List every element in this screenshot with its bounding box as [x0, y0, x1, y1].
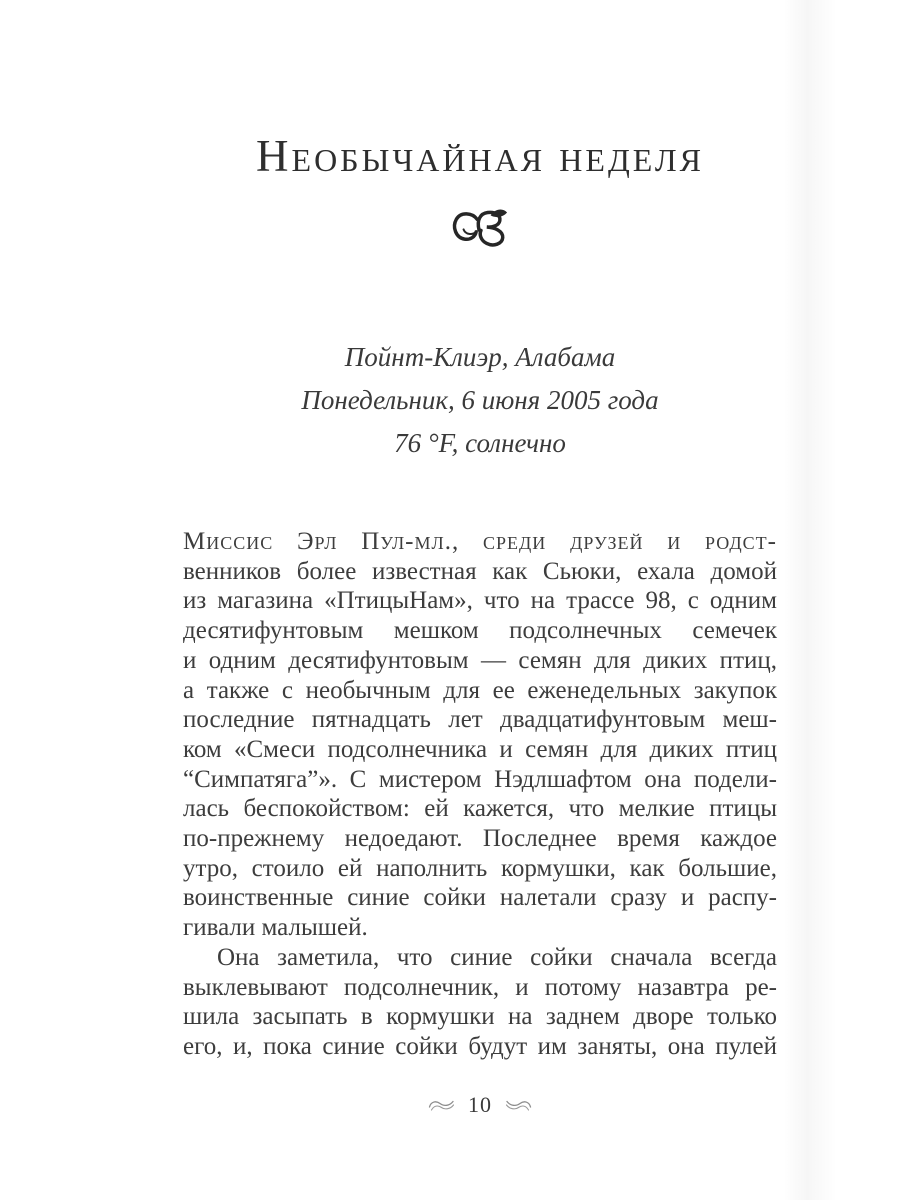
body-line: шила засыпать в кормушки на заднем дворе только — [183, 1003, 777, 1031]
body-line: ком «Смеси подсолнечника и семян для диких птиц — [183, 735, 777, 763]
page-footer — [183, 1092, 777, 1118]
chapter-title: Необычайная неделя — [256, 131, 704, 181]
body-line: воинственные синие сойки налетали сразу и распу- — [183, 884, 777, 912]
body-line: венников более известная как Сьюки, ехала домой — [183, 557, 777, 585]
swash-right-icon — [505, 1098, 532, 1113]
body-text — [183, 527, 777, 1062]
section-ornament — [183, 207, 777, 254]
epigraph — [153, 336, 807, 465]
body-line: по-прежнему недоедают. Последнее время каждое — [183, 825, 777, 853]
epigraph-line: 76 °F, солнечно — [394, 428, 566, 458]
body-line: его, и, пока синие сойки будут им заняты, она пулей — [183, 1032, 777, 1060]
epigraph-line: Понедельник, 6 июня 2005 года — [301, 385, 659, 415]
body-line: утро, стоило ей наполнить кормушки, как большие, — [183, 854, 777, 882]
body-line: Миссис Эрл Пул-мл., среди друзей и родст- — [183, 528, 777, 555]
body-line: последние пятнадцать лет двадцатифунтовым меш- — [183, 706, 777, 734]
footer-page-number: 10 — [468, 1092, 492, 1117]
body-line: десятифунтовым мешком подсолнечных семечек — [183, 617, 777, 645]
epigraph-line: Пойнт-Клиэр, Алабама — [344, 342, 616, 372]
body-line: лась беспокойством: ей кажется, что мелкие птицы — [183, 795, 777, 823]
swash-left-icon — [428, 1098, 455, 1113]
body-line: из магазина «ПтицыНам», что на трассе 98, с одним — [183, 587, 777, 615]
body-line: “Симпатяга”». С мистером Нэдлшафтом она подели- — [183, 765, 777, 793]
body-line: Она заметила, что синие сойки сначала всегда — [217, 943, 777, 971]
body-line: а также с необычным для ее еженедельных закупок — [183, 676, 777, 704]
cb-fleuron-icon — [451, 207, 509, 249]
body-line: и одним десятифунтовым — семян для диких птиц, — [183, 646, 777, 674]
body-line: выклевывают подсолнечник, и потому назавтра ре- — [183, 973, 777, 1001]
body-line: гивали малышей. — [183, 914, 368, 942]
